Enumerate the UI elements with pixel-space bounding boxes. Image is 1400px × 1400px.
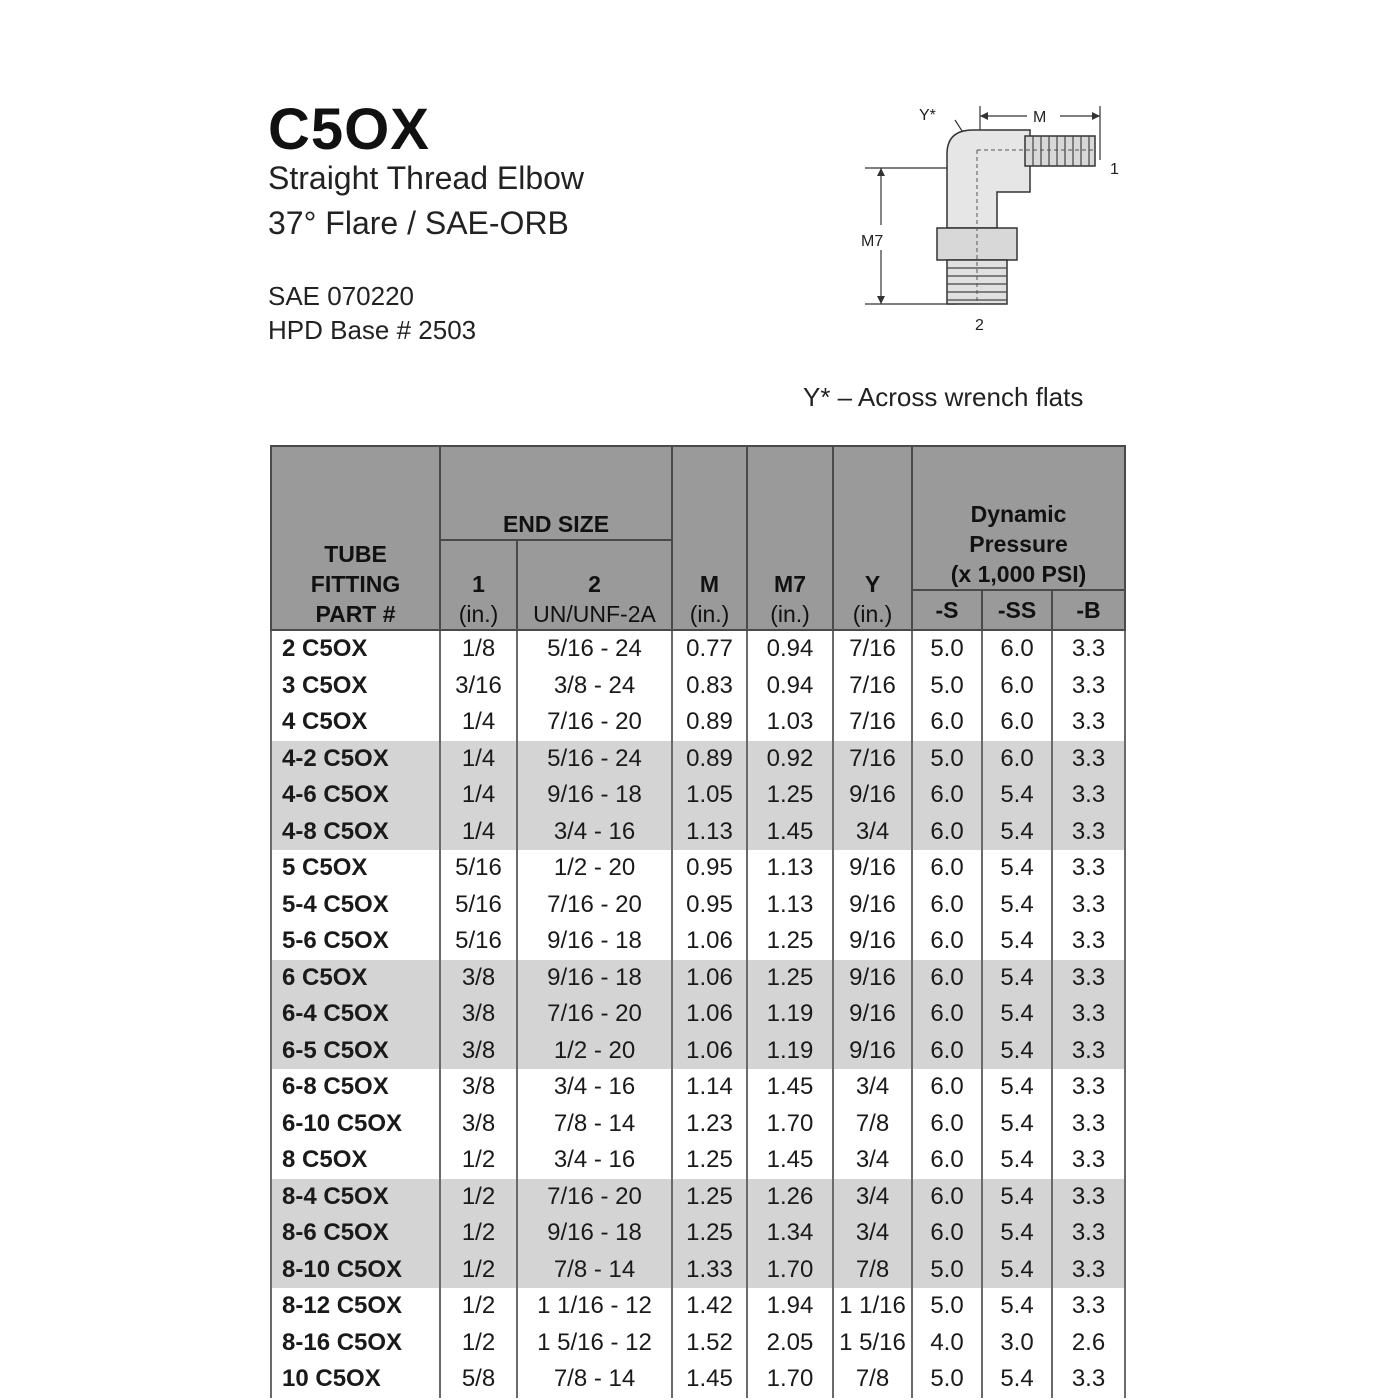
cell-y-value: 1 1/16 <box>833 1288 912 1325</box>
cell-m7-value: 1.70 <box>747 1106 833 1143</box>
header-pressure-s: -S <box>912 590 982 630</box>
cell-pressure-ss: 5.4 <box>982 1288 1052 1325</box>
cell-y-value: 7/8 <box>833 1106 912 1143</box>
cell-end-2-thread: 7/16 - 20 <box>517 1179 672 1216</box>
cell-pressure-s: 6.0 <box>912 923 982 960</box>
cell-end-2-thread: 7/16 - 20 <box>517 996 672 1033</box>
cell-m-value: 1.06 <box>672 923 747 960</box>
cell-y-value: 9/16 <box>833 777 912 814</box>
cell-pressure-s: 5.0 <box>912 1288 982 1325</box>
table-row <box>271 887 1125 924</box>
header-pressure-ss: -SS <box>982 590 1052 630</box>
cell-y-value: 9/16 <box>833 1033 912 1070</box>
cell-pressure-b: 3.3 <box>1052 960 1125 997</box>
cell-end-1-size: 1/8 <box>440 630 517 668</box>
cell-pressure-s: 6.0 <box>912 887 982 924</box>
cell-m-value: 0.89 <box>672 741 747 778</box>
cell-part-number: 6-10 C5OX <box>271 1106 440 1143</box>
cell-pressure-ss: 5.4 <box>982 1252 1052 1289</box>
cell-end-1-size: 3/8 <box>440 1069 517 1106</box>
cell-m-value: 0.77 <box>672 630 747 668</box>
diagram-label-port-2: 2 <box>975 317 984 334</box>
cell-part-number: 8 C5OX <box>271 1142 440 1179</box>
cell-y-value: 9/16 <box>833 923 912 960</box>
cell-end-1-size: 1/4 <box>440 814 517 851</box>
cell-m-value: 1.42 <box>672 1288 747 1325</box>
cell-pressure-b: 3.3 <box>1052 1361 1125 1398</box>
cell-part-number: 8-10 C5OX <box>271 1252 440 1289</box>
cell-pressure-b: 3.3 <box>1052 923 1125 960</box>
wrench-flats-footnote: Y* – Across wrench flats <box>803 382 1084 412</box>
cell-part-number: 4-2 C5OX <box>271 741 440 778</box>
product-code-title: C5OX <box>268 97 430 162</box>
cell-y-value: 3/4 <box>833 814 912 851</box>
cell-pressure-b: 3.3 <box>1052 741 1125 778</box>
cell-end-1-size: 1/2 <box>440 1252 517 1289</box>
cell-pressure-s: 6.0 <box>912 1033 982 1070</box>
cell-m-value: 1.33 <box>672 1252 747 1289</box>
cell-pressure-ss: 5.4 <box>982 1069 1052 1106</box>
cell-pressure-b: 3.3 <box>1052 630 1125 668</box>
table-row <box>271 960 1125 997</box>
table-row <box>271 1361 1125 1398</box>
cell-end-2-thread: 9/16 - 18 <box>517 1215 672 1252</box>
cell-m7-value: 1.03 <box>747 704 833 741</box>
cell-m-value: 1.14 <box>672 1069 747 1106</box>
cell-m7-value: 1.25 <box>747 923 833 960</box>
cell-part-number: 4-6 C5OX <box>271 777 440 814</box>
cell-end-1-size: 1/2 <box>440 1215 517 1252</box>
cell-pressure-s: 5.0 <box>912 630 982 668</box>
diagram-label-port-1: 1 <box>1110 161 1119 178</box>
cell-end-1-size: 3/8 <box>440 996 517 1033</box>
cell-pressure-s: 6.0 <box>912 960 982 997</box>
cell-y-value: 7/8 <box>833 1252 912 1289</box>
diagram-label-m7: M7 <box>861 233 884 250</box>
cell-pressure-ss: 5.4 <box>982 1361 1052 1398</box>
cell-pressure-ss: 5.4 <box>982 960 1052 997</box>
cell-pressure-s: 5.0 <box>912 1361 982 1398</box>
cell-pressure-s: 6.0 <box>912 1215 982 1252</box>
table-row <box>271 850 1125 887</box>
cell-pressure-b: 3.3 <box>1052 887 1125 924</box>
table-row <box>271 1069 1125 1106</box>
cell-part-number: 5-4 C5OX <box>271 887 440 924</box>
cell-end-1-size: 5/8 <box>440 1361 517 1398</box>
header-part-number: TUBE FITTING PART # <box>271 446 440 630</box>
cell-end-2-thread: 1 5/16 - 12 <box>517 1325 672 1362</box>
cell-part-number: 8-4 C5OX <box>271 1179 440 1216</box>
cell-m-value: 0.83 <box>672 668 747 705</box>
cell-part-number: 6-5 C5OX <box>271 1033 440 1070</box>
cell-pressure-ss: 6.0 <box>982 741 1052 778</box>
cell-m7-value: 0.94 <box>747 668 833 705</box>
table-row <box>271 630 1125 668</box>
cell-m-value: 1.25 <box>672 1142 747 1179</box>
cell-y-value: 3/4 <box>833 1142 912 1179</box>
cell-end-2-thread: 5/16 - 24 <box>517 741 672 778</box>
cell-y-value: 7/16 <box>833 668 912 705</box>
cell-end-1-size: 1/4 <box>440 704 517 741</box>
cell-end-2-thread: 7/8 - 14 <box>517 1361 672 1398</box>
cell-m7-value: 1.25 <box>747 960 833 997</box>
diagram-label-y: Y* <box>919 107 936 124</box>
cell-pressure-s: 6.0 <box>912 996 982 1033</box>
cell-end-1-size: 5/16 <box>440 923 517 960</box>
fitting-spec-table <box>270 445 1126 1398</box>
cell-pressure-ss: 5.4 <box>982 996 1052 1033</box>
cell-part-number: 4-8 C5OX <box>271 814 440 851</box>
cell-end-1-size: 1/4 <box>440 777 517 814</box>
cell-y-value: 3/4 <box>833 1215 912 1252</box>
table-row <box>271 777 1125 814</box>
cell-m-value: 1.23 <box>672 1106 747 1143</box>
cell-end-2-thread: 9/16 - 18 <box>517 960 672 997</box>
cell-part-number: 5 C5OX <box>271 850 440 887</box>
cell-m7-value: 1.13 <box>747 850 833 887</box>
cell-m7-value: 1.13 <box>747 887 833 924</box>
cell-pressure-b: 3.3 <box>1052 1252 1125 1289</box>
cell-pressure-ss: 5.4 <box>982 887 1052 924</box>
cell-end-1-size: 3/8 <box>440 1106 517 1143</box>
table-row <box>271 814 1125 851</box>
product-spec-line: 37° Flare / SAE-ORB <box>268 205 569 241</box>
cell-y-value: 7/16 <box>833 704 912 741</box>
cell-m-value: 1.05 <box>672 777 747 814</box>
table-row <box>271 704 1125 741</box>
header-end-1: 1 (in.) <box>440 540 517 630</box>
cell-part-number: 10 C5OX <box>271 1361 440 1398</box>
cell-end-2-thread: 3/4 - 16 <box>517 814 672 851</box>
cell-end-1-size: 1/2 <box>440 1288 517 1325</box>
table-row <box>271 1142 1125 1179</box>
cell-m7-value: 1.70 <box>747 1361 833 1398</box>
cell-m7-value: 1.26 <box>747 1179 833 1216</box>
cell-pressure-s: 6.0 <box>912 850 982 887</box>
cell-pressure-b: 3.3 <box>1052 850 1125 887</box>
header-m: M (in.) <box>672 446 747 630</box>
cell-pressure-s: 5.0 <box>912 668 982 705</box>
header-end-size: END SIZE <box>440 446 672 540</box>
cell-m7-value: 0.92 <box>747 741 833 778</box>
cell-pressure-ss: 6.0 <box>982 668 1052 705</box>
cell-end-2-thread: 7/16 - 20 <box>517 887 672 924</box>
cell-pressure-s: 6.0 <box>912 1142 982 1179</box>
cell-m-value: 1.06 <box>672 960 747 997</box>
cell-m7-value: 1.94 <box>747 1288 833 1325</box>
table-row <box>271 741 1125 778</box>
cell-m7-value: 1.34 <box>747 1215 833 1252</box>
cell-end-2-thread: 9/16 - 18 <box>517 923 672 960</box>
table-row <box>271 1325 1125 1362</box>
cell-m7-value: 1.25 <box>747 777 833 814</box>
cell-m-value: 1.06 <box>672 996 747 1033</box>
cell-part-number: 4 C5OX <box>271 704 440 741</box>
cell-pressure-b: 3.3 <box>1052 1215 1125 1252</box>
cell-end-1-size: 1/4 <box>440 741 517 778</box>
cell-y-value: 7/16 <box>833 741 912 778</box>
cell-m7-value: 1.45 <box>747 1069 833 1106</box>
cell-y-value: 3/4 <box>833 1179 912 1216</box>
cell-part-number: 3 C5OX <box>271 668 440 705</box>
cell-end-1-size: 1/2 <box>440 1179 517 1216</box>
cell-m-value: 1.13 <box>672 814 747 851</box>
table-row <box>271 1288 1125 1325</box>
cell-pressure-ss: 5.4 <box>982 777 1052 814</box>
cell-part-number: 5-6 C5OX <box>271 923 440 960</box>
cell-m-value: 0.95 <box>672 887 747 924</box>
cell-m-value: 1.25 <box>672 1179 747 1216</box>
cell-pressure-s: 4.0 <box>912 1325 982 1362</box>
cell-end-2-thread: 7/8 - 14 <box>517 1252 672 1289</box>
cell-y-value: 9/16 <box>833 850 912 887</box>
cell-part-number: 8-16 C5OX <box>271 1325 440 1362</box>
cell-pressure-b: 3.3 <box>1052 996 1125 1033</box>
cell-m-value: 1.25 <box>672 1215 747 1252</box>
cell-pressure-ss: 5.4 <box>982 814 1052 851</box>
cell-end-2-thread: 1/2 - 20 <box>517 850 672 887</box>
cell-m7-value: 1.45 <box>747 1142 833 1179</box>
cell-pressure-ss: 5.4 <box>982 1033 1052 1070</box>
cell-end-2-thread: 7/8 - 14 <box>517 1106 672 1143</box>
cell-pressure-b: 3.3 <box>1052 1179 1125 1216</box>
cell-y-value: 7/16 <box>833 630 912 668</box>
cell-end-2-thread: 1 1/16 - 12 <box>517 1288 672 1325</box>
cell-y-value: 9/16 <box>833 996 912 1033</box>
header-dynamic-pressure: Dynamic Pressure (x 1,000 PSI) <box>912 446 1125 590</box>
product-name: Straight Thread Elbow <box>268 160 585 196</box>
cell-y-value: 9/16 <box>833 960 912 997</box>
table-row <box>271 1106 1125 1143</box>
cell-end-2-thread: 5/16 - 24 <box>517 630 672 668</box>
cell-pressure-s: 6.0 <box>912 814 982 851</box>
cell-pressure-s: 6.0 <box>912 1179 982 1216</box>
cell-pressure-s: 6.0 <box>912 1069 982 1106</box>
table-row <box>271 668 1125 705</box>
cell-m7-value: 2.05 <box>747 1325 833 1362</box>
cell-part-number: 6-4 C5OX <box>271 996 440 1033</box>
cell-m-value: 0.95 <box>672 850 747 887</box>
cell-end-2-thread: 3/4 - 16 <box>517 1069 672 1106</box>
cell-part-number: 8-6 C5OX <box>271 1215 440 1252</box>
cell-m-value: 1.45 <box>672 1361 747 1398</box>
cell-pressure-b: 3.3 <box>1052 1033 1125 1070</box>
cell-pressure-s: 6.0 <box>912 704 982 741</box>
table-row <box>271 1252 1125 1289</box>
cell-pressure-ss: 6.0 <box>982 630 1052 668</box>
cell-part-number: 2 C5OX <box>271 630 440 668</box>
cell-m-value: 1.06 <box>672 1033 747 1070</box>
table-row <box>271 1215 1125 1252</box>
cell-part-number: 8-12 C5OX <box>271 1288 440 1325</box>
cell-pressure-b: 3.3 <box>1052 668 1125 705</box>
table-row <box>271 923 1125 960</box>
cell-end-1-size: 3/8 <box>440 960 517 997</box>
cell-end-2-thread: 1/2 - 20 <box>517 1033 672 1070</box>
cell-pressure-ss: 5.4 <box>982 850 1052 887</box>
elbow-fitting-diagram <box>855 100 1125 340</box>
cell-pressure-s: 5.0 <box>912 1252 982 1289</box>
header-y: Y (in.) <box>833 446 912 630</box>
table-row <box>271 1033 1125 1070</box>
cell-pressure-b: 3.3 <box>1052 1069 1125 1106</box>
cell-m7-value: 0.94 <box>747 630 833 668</box>
cell-end-2-thread: 3/8 - 24 <box>517 668 672 705</box>
cell-pressure-b: 3.3 <box>1052 1106 1125 1143</box>
cell-end-1-size: 3/8 <box>440 1033 517 1070</box>
cell-pressure-b: 3.3 <box>1052 814 1125 851</box>
cell-y-value: 7/8 <box>833 1361 912 1398</box>
spec-table-body <box>271 630 1125 1398</box>
cell-end-1-size: 5/16 <box>440 850 517 887</box>
cell-m-value: 1.52 <box>672 1325 747 1362</box>
cell-pressure-ss: 5.4 <box>982 1142 1052 1179</box>
cell-pressure-ss: 5.4 <box>982 923 1052 960</box>
cell-pressure-b: 3.3 <box>1052 1142 1125 1179</box>
cell-pressure-b: 3.3 <box>1052 777 1125 814</box>
cell-part-number: 6-8 C5OX <box>271 1069 440 1106</box>
header-m7: M7 (in.) <box>747 446 833 630</box>
table-row <box>271 1179 1125 1216</box>
cell-end-2-thread: 3/4 - 16 <box>517 1142 672 1179</box>
cell-pressure-s: 5.0 <box>912 741 982 778</box>
cell-pressure-s: 6.0 <box>912 1106 982 1143</box>
cell-pressure-b: 3.3 <box>1052 704 1125 741</box>
cell-m7-value: 1.19 <box>747 996 833 1033</box>
cell-m7-value: 1.70 <box>747 1252 833 1289</box>
cell-pressure-ss: 6.0 <box>982 704 1052 741</box>
cell-pressure-b: 2.6 <box>1052 1325 1125 1362</box>
cell-y-value: 3/4 <box>833 1069 912 1106</box>
cell-pressure-ss: 3.0 <box>982 1325 1052 1362</box>
cell-m-value: 0.89 <box>672 704 747 741</box>
cell-pressure-b: 3.3 <box>1052 1288 1125 1325</box>
sae-code: SAE 070220 <box>268 281 415 311</box>
cell-end-1-size: 3/16 <box>440 668 517 705</box>
cell-pressure-ss: 5.4 <box>982 1215 1052 1252</box>
cell-end-2-thread: 7/16 - 20 <box>517 704 672 741</box>
table-row <box>271 996 1125 1033</box>
cell-m7-value: 1.45 <box>747 814 833 851</box>
cell-y-value: 9/16 <box>833 887 912 924</box>
cell-m7-value: 1.19 <box>747 1033 833 1070</box>
cell-end-1-size: 1/2 <box>440 1325 517 1362</box>
cell-pressure-ss: 5.4 <box>982 1179 1052 1216</box>
cell-y-value: 1 5/16 <box>833 1325 912 1362</box>
cell-pressure-ss: 5.4 <box>982 1106 1052 1143</box>
diagram-label-m: M <box>1033 109 1047 126</box>
cell-end-1-size: 1/2 <box>440 1142 517 1179</box>
cell-pressure-s: 6.0 <box>912 777 982 814</box>
hpd-base-number: HPD Base # 2503 <box>268 315 477 345</box>
cell-end-2-thread: 9/16 - 18 <box>517 777 672 814</box>
cell-end-1-size: 5/16 <box>440 887 517 924</box>
header-pressure-b: -B <box>1052 590 1125 630</box>
cell-part-number: 6 C5OX <box>271 960 440 997</box>
header-end-2: 2 UN/UNF-2A <box>517 540 672 630</box>
